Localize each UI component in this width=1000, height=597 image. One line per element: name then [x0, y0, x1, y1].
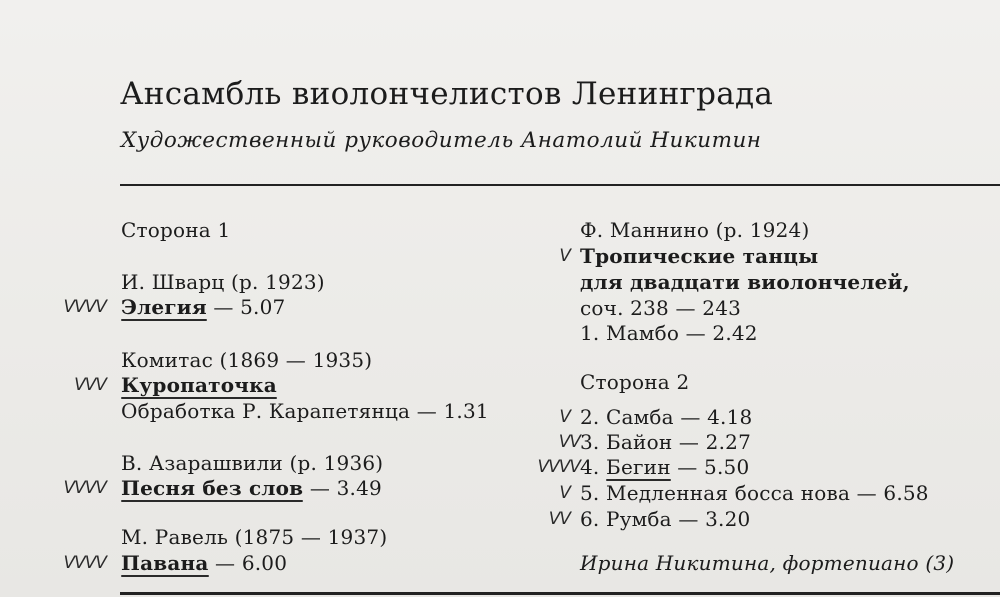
check-marks: VV [548, 509, 570, 529]
ensemble-title: Ансамбль виолончелистов Ленинграда [120, 76, 774, 112]
track-item: 1. Мамбо — 2.42 [580, 321, 758, 345]
track-duration: — 5.07 [206, 295, 286, 319]
work-composer: Ф. Маннино (р. 1924) [580, 218, 810, 242]
track-duration: — 5.50 [670, 455, 750, 479]
track-duration: — 3.49 [303, 476, 382, 500]
check-marks: VVVV [63, 553, 106, 573]
track-item: 2. Самба — 4.18 [580, 405, 753, 429]
track-duration: — 6.00 [208, 551, 288, 575]
track-title: Элегия [121, 295, 207, 319]
track-item: 3. Байон — 2.27 [580, 430, 752, 454]
track-item [580, 455, 749, 479]
work-opus: соч. 238 — 243 [580, 296, 742, 320]
track-composer: Комитас (1869 — 1935) [121, 348, 373, 372]
track-title: Павана [121, 551, 209, 575]
track-title: Куропаточка [121, 373, 277, 397]
performer-credit: Ирина Никитина, фортепиано (3) [580, 551, 955, 575]
track-title: Бегин [606, 455, 671, 479]
check-marks: VVVV [537, 457, 580, 477]
side-one-heading: Сторона 1 [121, 218, 231, 242]
track-title-line [121, 295, 285, 319]
track-arrangement-note: Обработка Р. Карапетянца — 1.31 [121, 399, 489, 423]
track-title: Песня без слов [121, 476, 304, 500]
check-marks: V [559, 483, 570, 503]
track-title-line [121, 476, 382, 500]
check-marks: VVVV [63, 478, 106, 498]
track-item: 6. Румба — 3.20 [580, 507, 751, 531]
track-number: 4. [580, 455, 607, 479]
track-title-line [121, 373, 277, 397]
work-title: Тропические танцы [580, 244, 819, 268]
track-composer: М. Равель (1875 — 1937) [121, 525, 388, 549]
check-marks: VVVV [63, 297, 106, 317]
track-title-line [121, 551, 287, 575]
check-marks: V [559, 407, 570, 427]
top-divider [120, 184, 1000, 186]
side-two-heading: Сторона 2 [580, 370, 690, 394]
bottom-divider [120, 592, 1000, 595]
check-marks: VVV [74, 375, 106, 395]
artistic-director-subtitle: Художественный руководитель Анатолий Никитин [121, 128, 762, 153]
track-composer: И. Шварц (р. 1923) [121, 270, 325, 294]
work-title-continued: для двадцати виолончелей, [580, 270, 910, 294]
check-marks: V [559, 246, 570, 266]
track-composer: В. Азарашвили (р. 1936) [121, 451, 384, 475]
track-item: 5. Медленная босса нова — 6.58 [580, 481, 929, 505]
check-marks: VV [558, 432, 580, 452]
